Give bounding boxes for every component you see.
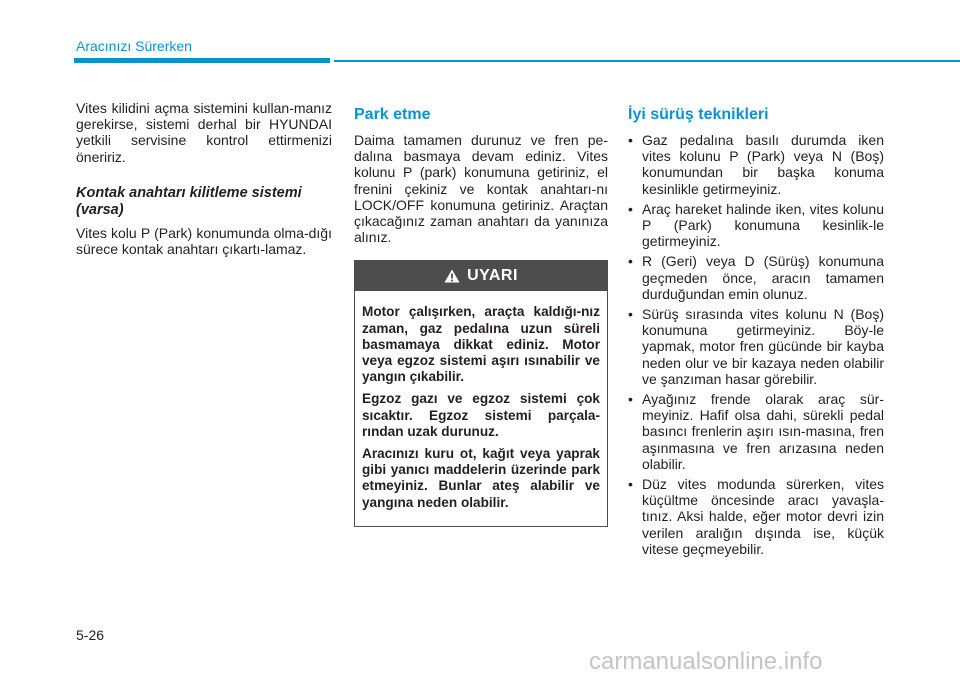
warning-triangle-icon (444, 269, 460, 283)
driving-tips-list (628, 132, 884, 557)
warning-label: UYARI (467, 267, 518, 285)
header-rule-thick (74, 58, 330, 63)
intro-paragraph: Vites kilidini açma sistemini kullan-manız gerekirse, sistemi derhal bir HYUNDAI yetkili servisine kontrol ettirmenizi öneririz. (76, 100, 332, 165)
warning-paragraph: Motor çalışırken, araçta kaldığı-nız zaman, gaz pedalına uzun süreli basmamaya dikkat ediniz. Motor veya egzoz sistemi aşırı ısınabilir ve yangın çıkabilir. (362, 304, 600, 385)
list-item-text: R (Geri) veya D (Sürüş) konumuna geçmeden önce, aracın tamamen durduğundan emin olunuz. (642, 253, 884, 302)
list-item-text: Araç hareket halinde iken, vites kolunu P (Park) konumuna kesinlik-le getirmeyiniz. (642, 200, 884, 250)
list-item-text: Ayağınız frende olarak araç sür-meyiniz. Hafif olsa dahi, sürekli pedal basıncı frenlerin aşırı ısın-masına, fren aşınmasına ve fren arızasına neden olabilir. (642, 391, 884, 472)
bullet-icon: • (628, 476, 633, 493)
warning-body (355, 291, 607, 525)
column-right (628, 100, 884, 561)
list-item (628, 306, 884, 387)
subsection-paragraph: Vites kolu P (Park) konumunda olma-dığı sürece kontak anahtarı çıkartı-lamaz. (76, 224, 332, 258)
warning-box (354, 260, 608, 526)
header-rule-thin (334, 60, 960, 62)
list-item-text: Düz vites modunda sürerken, vites küçültme öncesinde aracı yavaşla-tınız. Aksi halde, eğer motor devri izin verilen aralığın dışında ise, küçük vitese geçmeyebilir. (642, 476, 884, 557)
bullet-icon: • (628, 391, 633, 408)
bullet-icon: • (628, 253, 633, 270)
list-item (628, 253, 884, 302)
list-item (628, 201, 884, 250)
column-left (76, 100, 332, 257)
warning-header (355, 261, 607, 291)
list-item (628, 476, 884, 557)
column-middle (354, 100, 608, 527)
list-item-text: Sürüş sırasında vites kolunu N (Boş) konumuna getirmeyiniz. Böy-le yapmak, motor fren gücünde bir kayba neden olur ve bir kazaya neden olabilir ve şanzıman hasar görebilir. (642, 306, 884, 387)
list-item (628, 391, 884, 472)
parking-paragraph: Daima tamamen durunuz ve fren pe-dalına basmaya devam ediniz. Vites kolunu P (park) konumuna getiriniz, el frenini çekiniz ve kontak anahtarı-nı LOCK/OFF konumuna getiriniz. Araçtan çıkacağınız zaman anahtarı da yanınıza alınız. (354, 132, 608, 246)
watermark[interactable]: carmanualsonline.info (589, 648, 823, 675)
bullet-icon: • (628, 200, 633, 217)
section-title-parking: Park etme (354, 106, 431, 123)
warning-paragraph: Egzoz gazı ve egzoz sistemi çok sıcaktır. Egzoz sistemi parçala-rından uzak durunuz. (362, 391, 600, 439)
list-item-text: Gaz pedalına basılı durumda iken vites kolunu P (Park) veya N (Boş) konumundan bir başka konuma kesinlikle getirmeyiniz. (642, 132, 884, 197)
section-title-driving-tips: İyi sürüş teknikleri (628, 106, 769, 123)
section-header-title: Aracınızı Sürerken (76, 38, 192, 54)
list-item (628, 132, 884, 197)
subsection-title: Kontak anahtarı kilitleme sistemi (varsa) (76, 184, 302, 218)
page-number: 5-26 (76, 627, 105, 643)
warning-paragraph: Aracınızı kuru ot, kağıt veya yaprak gibi yanıcı maddelerin üzerinde park etmeyiniz. Bunlar ateş alabilir ve yangına neden olabilir. (362, 446, 600, 510)
bullet-icon: • (628, 306, 633, 323)
bullet-icon: • (628, 132, 633, 148)
